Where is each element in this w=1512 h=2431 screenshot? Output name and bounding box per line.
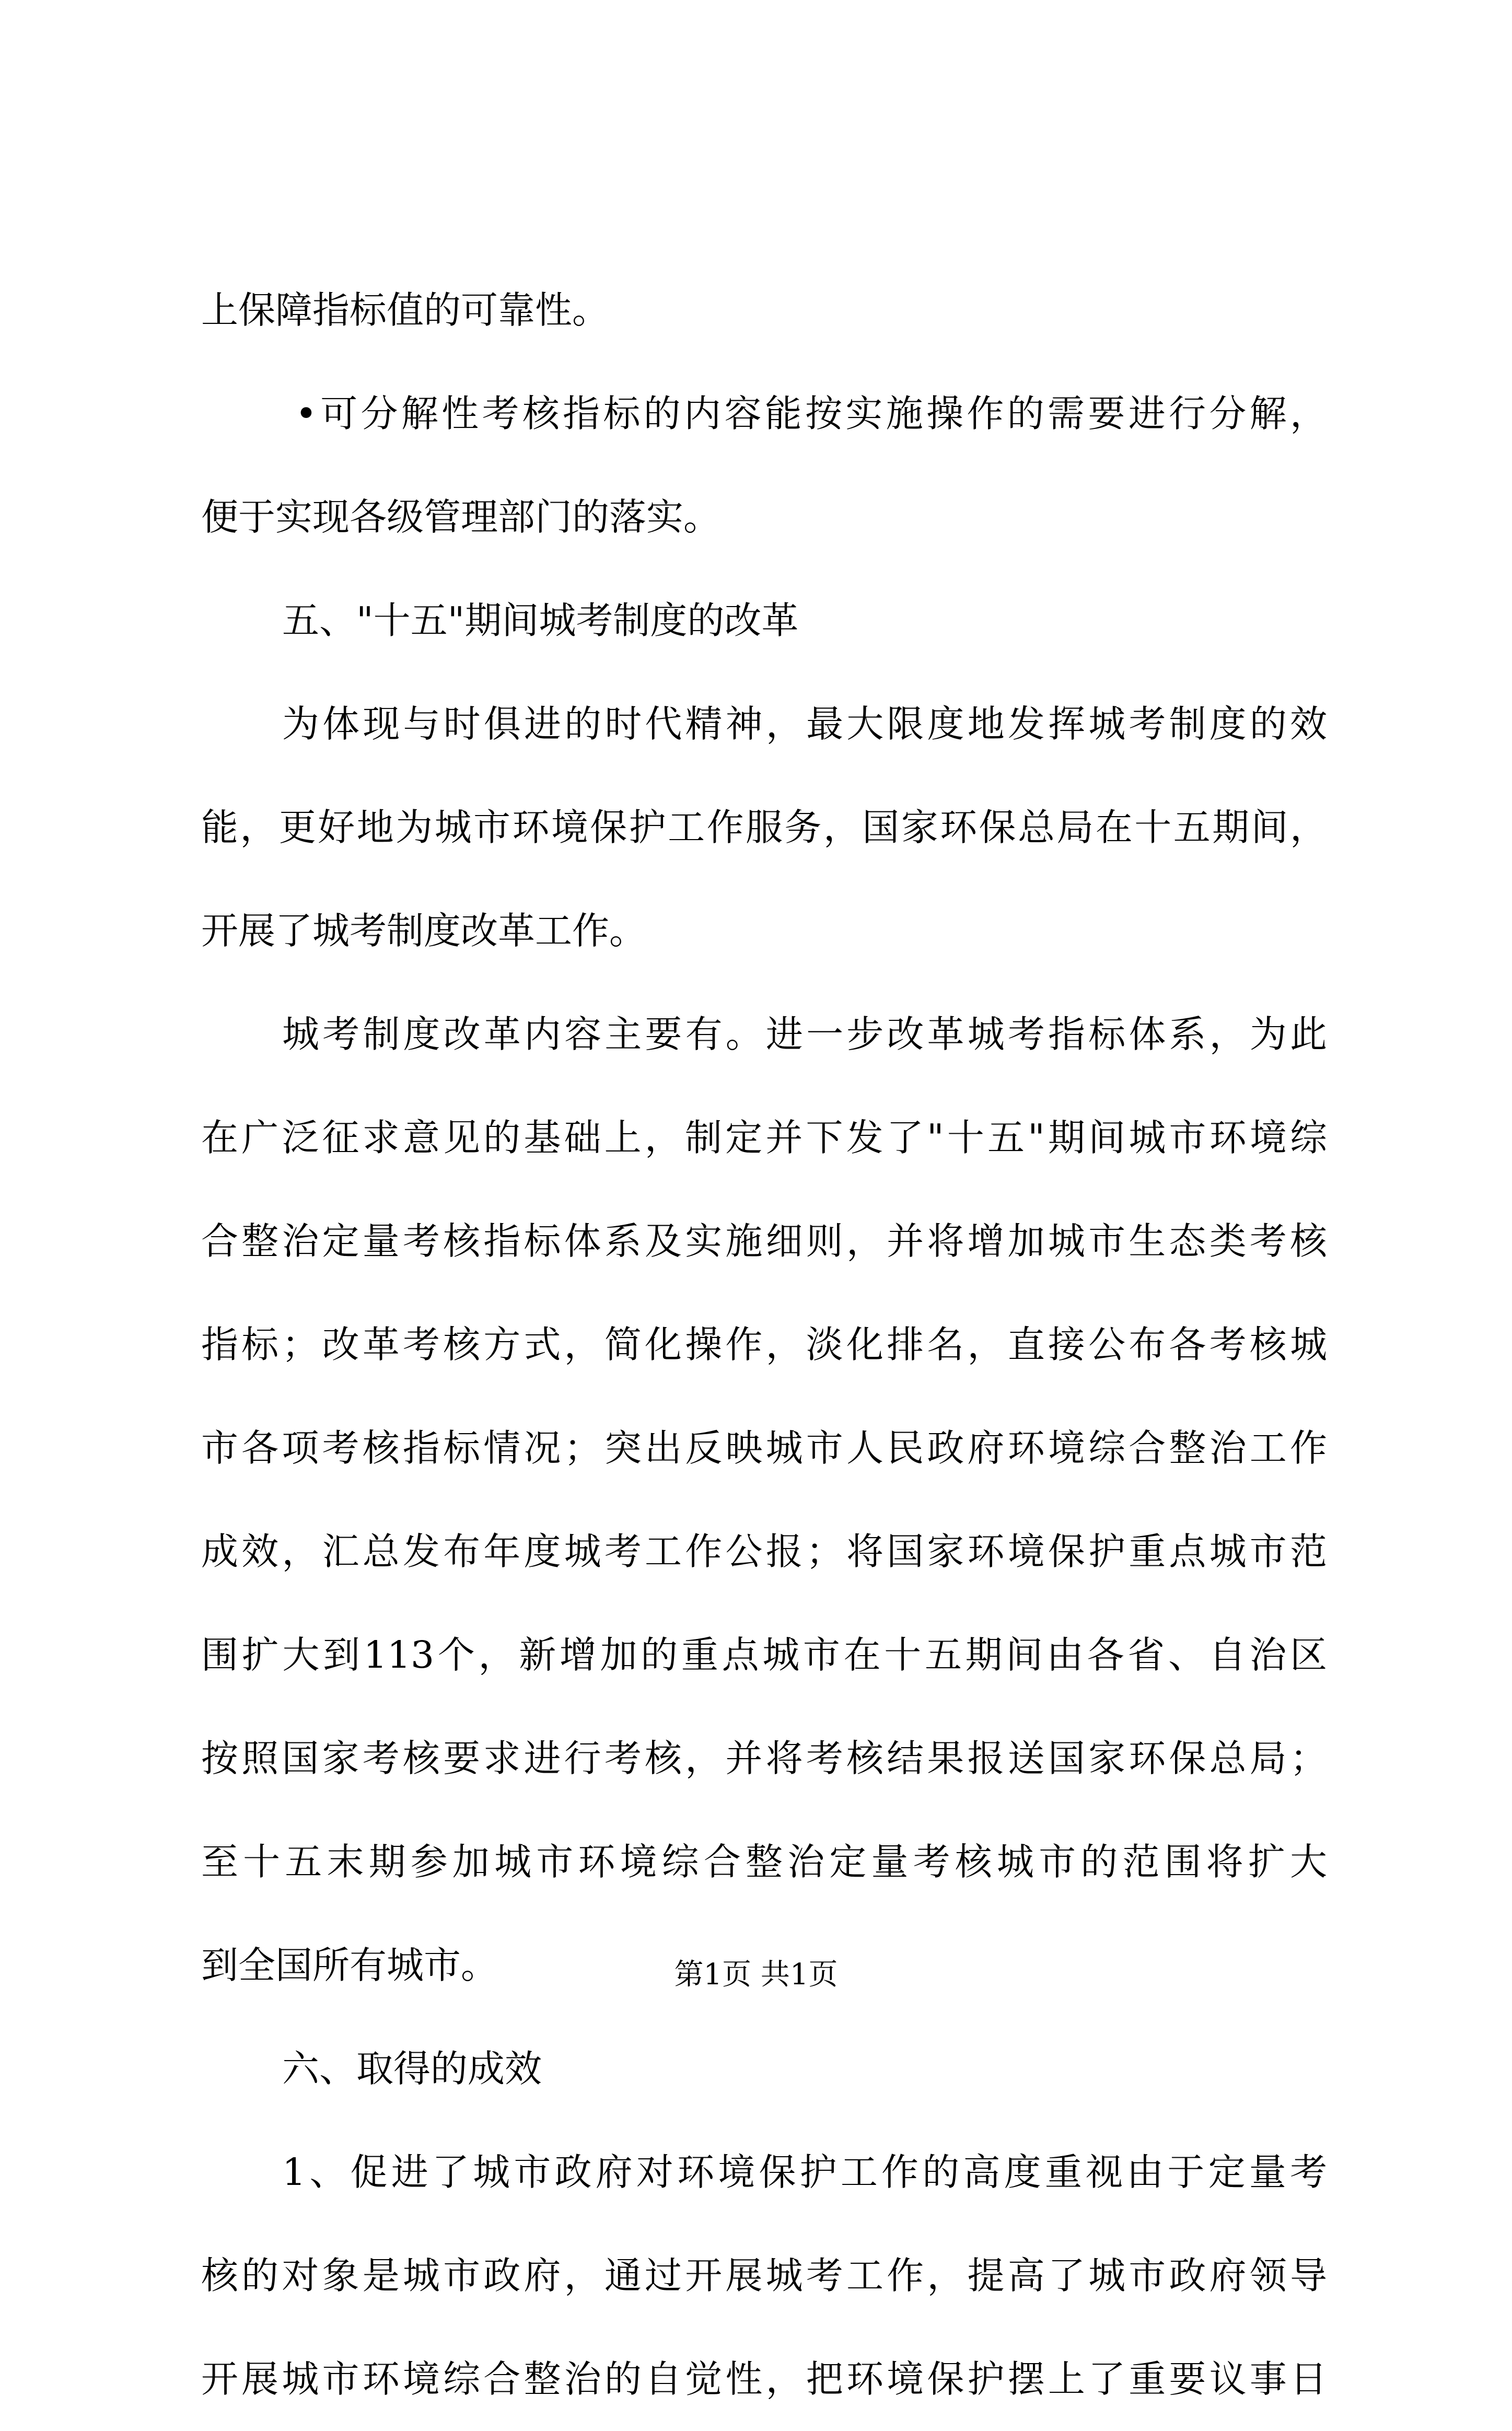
page-number-label: 第1页 共1页 [674, 1958, 838, 1992]
section-heading: 六、取得的成效 [282, 2047, 542, 2090]
text-line: 指标；改革考核方式，简化操作，淡化排名，直接公布各考核城 [201, 1323, 1327, 1366]
text-line: 上保障指标值的可靠性。 [201, 288, 610, 332]
text-line: 按照国家考核要求进行考核，并将考核结果报送国家环保总局； [201, 1737, 1327, 1780]
page-footer [0, 1954, 1512, 1996]
section-heading: 五、"十五"期间城考制度的改革 [282, 599, 799, 642]
text-line: 能，更好地为城市环境保护工作服务，国家环保总局在十五期间， [201, 806, 1327, 849]
bullet-line: •可分解性考核指标的内容能按实施操作的需要进行分解， [295, 392, 1327, 435]
text-line: 至十五末期参加城市环境综合整治定量考核城市的范围将扩大 [201, 1840, 1327, 1883]
text-line: 为体现与时俱进的时代精神，最大限度地发挥城考制度的效 [282, 702, 1327, 746]
text-line: 开展了城考制度改革工作。 [201, 909, 647, 952]
text-line: 1、促进了城市政府对环境保护工作的高度重视由于定量考 [282, 2150, 1327, 2194]
text-line: 开展城市环境综合整治的自觉性，把环境保护摆上了重要议事日 [201, 2357, 1327, 2401]
text-line: 核的对象是城市政府，通过开展城考工作，提高了城市政府领导 [201, 2254, 1327, 2297]
text-line: 在广泛征求意见的基础上，制定并下发了"十五"期间城市环境综 [201, 1116, 1327, 1159]
document-body [201, 259, 1327, 2431]
text-line: 围扩大到113个，新增加的重点城市在十五期间由各省、自治区 [201, 1633, 1327, 1677]
text-line: 便于实现各级管理部门的落实。 [201, 495, 721, 539]
text-line: 城考制度改革内容主要有。进一步改革城考指标体系，为此 [282, 1013, 1327, 1056]
text-line: 合整治定量考核指标体系及实施细则，并将增加城市生态类考核 [201, 1219, 1327, 1263]
text-line: 成效，汇总发布年度城考工作公报；将国家环境保护重点城市范 [201, 1530, 1327, 1573]
text-line: 到全国所有城市。 [201, 1944, 498, 1987]
text-line: 市各项考核指标情况；突出反映城市人民政府环境综合整治工作 [201, 1426, 1327, 1470]
